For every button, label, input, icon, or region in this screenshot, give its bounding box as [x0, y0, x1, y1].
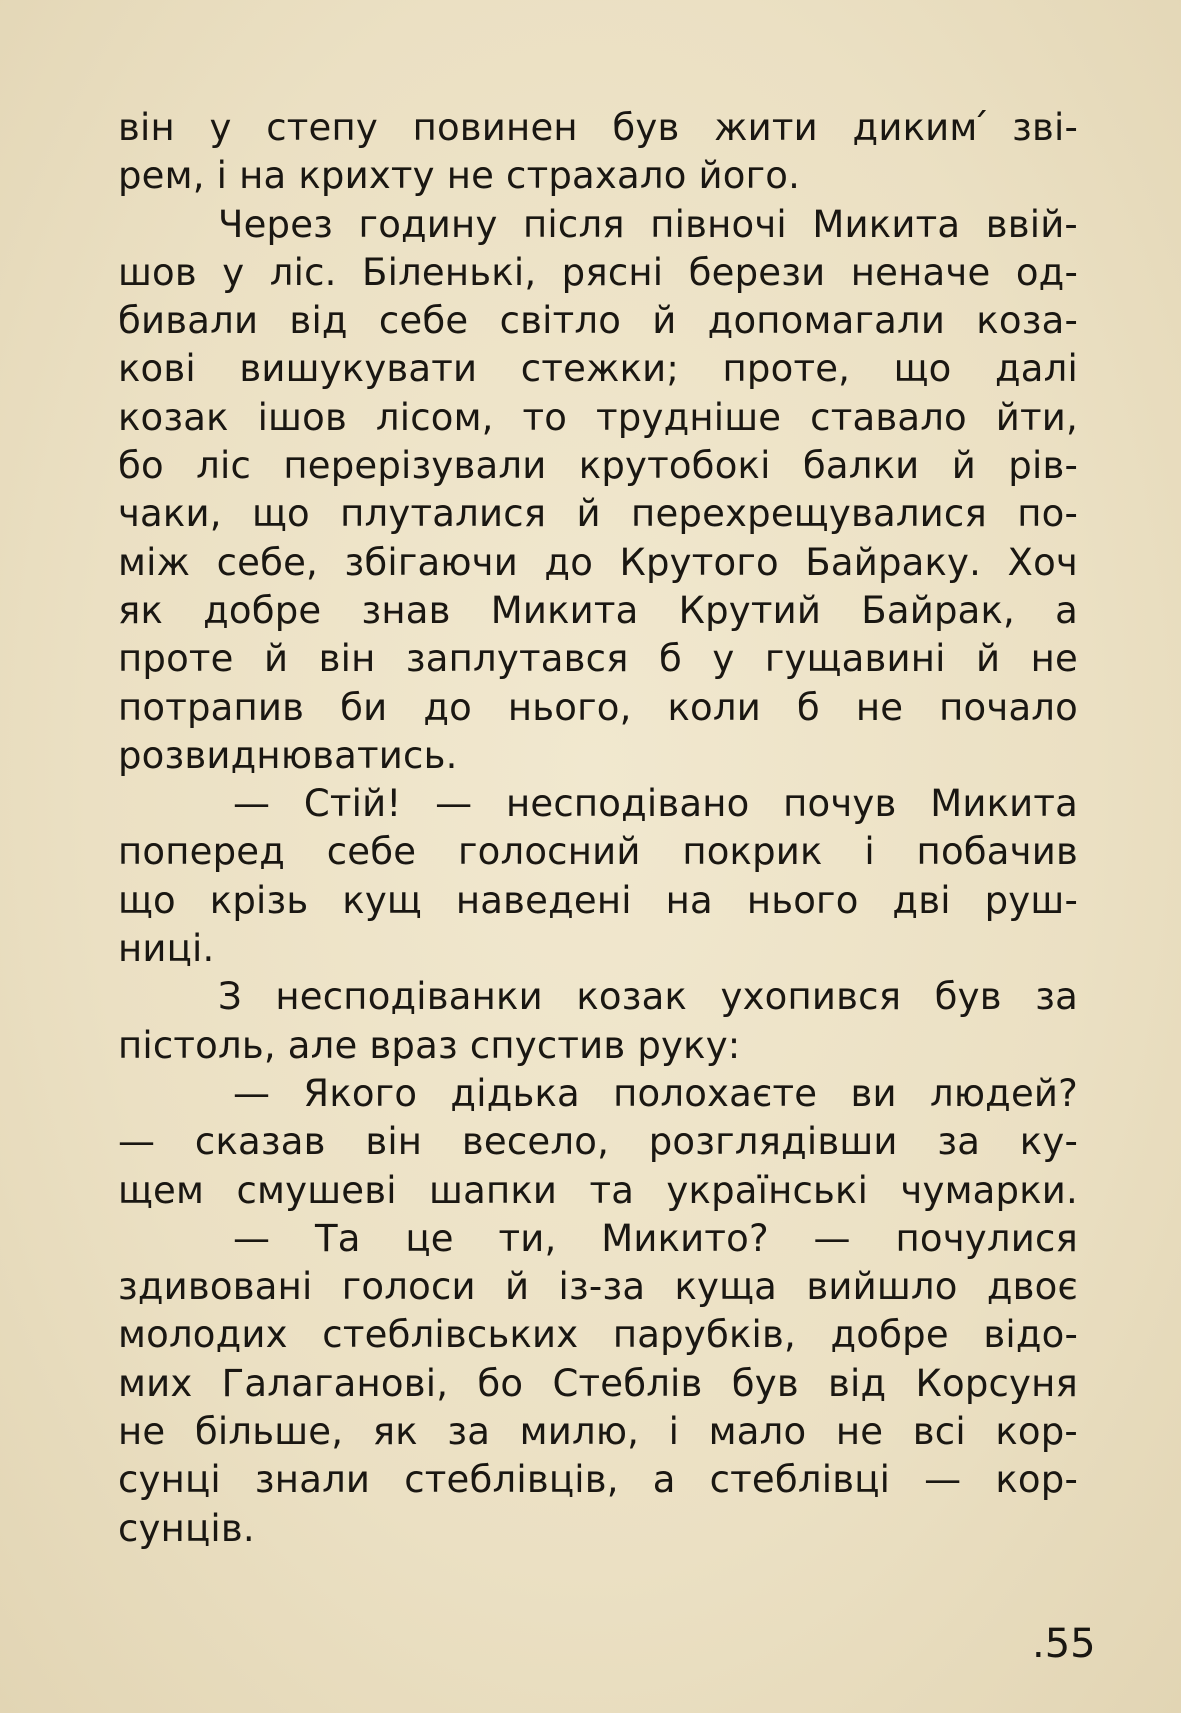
- text-line: між себе, збігаючи до Крутого Байраку. Хоч: [118, 540, 1078, 584]
- text-line: — Стій! — несподівано почув Микита: [233, 782, 1078, 826]
- text-line: як добре знав Микита Крутий Байрак, а: [118, 588, 1078, 632]
- text-line: потрапив би до нього, коли б не почало: [118, 685, 1078, 729]
- text-line: розвиднюватись.: [118, 733, 458, 777]
- text-line: бивали від себе світло й допомагали коза-: [118, 299, 1078, 343]
- text-line: бо ліс перерізували крутобокі балки й рів-: [118, 444, 1078, 488]
- text-line: молодих стеблівських парубків, добре відо-: [118, 1313, 1078, 1357]
- text-line: пістоль, але враз спустив руку:: [118, 1023, 741, 1067]
- text-line: щем смушеві шапки та українські чумарки.: [118, 1168, 1078, 1212]
- text-line: Через годину після півночі Микита ввій-: [218, 202, 1078, 246]
- text-line: — сказав він весело, розглядівши за ку-: [118, 1120, 1078, 1164]
- text-line: сунці знали стеблівців, а стеблівці — кор-: [118, 1458, 1078, 1502]
- text-line: здивовані голоси й із-за куща вийшло двоє: [118, 1265, 1078, 1309]
- text-line: мих Галаганові, бо Стеблів був від Корсуня: [118, 1361, 1078, 1405]
- text-line: сунців.: [118, 1506, 255, 1550]
- text-line: не більше, як за милю, і мало не всі кор-: [118, 1410, 1078, 1454]
- text-line: З несподіванки козак ухопився був за: [218, 975, 1078, 1019]
- text-line: чаки, що плуталися й перехрещувалися по-: [118, 492, 1078, 536]
- text-line: проте й він заплутався б у гущавині й не: [118, 637, 1078, 681]
- text-line: ниці.: [118, 927, 215, 971]
- text-line: поперед себе голосний покрик і побачив: [118, 830, 1078, 874]
- text-line: — Та це ти, Микито? — почулися: [233, 1216, 1078, 1260]
- text-line: рем, і на крихту не страхало його.: [118, 154, 801, 198]
- text-line: козак ішов лісом, то трудніше ставало йти,: [118, 395, 1078, 439]
- text-line: кові вишукувати стежки; проте, що далі: [118, 347, 1078, 391]
- text-line: він у степу повинен був жити диким ́звi-: [118, 106, 1078, 149]
- text-line: шов у ліс. Біленькі, рясні берези неначе од-: [118, 250, 1078, 294]
- text-line: що крізь кущ наведені на нього дві руш-: [118, 878, 1078, 922]
- page-number: .55: [1032, 1621, 1096, 1667]
- page-text: [118, 104, 1078, 1553]
- text-line: — Якого дідька полохаєте ви людей?: [233, 1071, 1078, 1115]
